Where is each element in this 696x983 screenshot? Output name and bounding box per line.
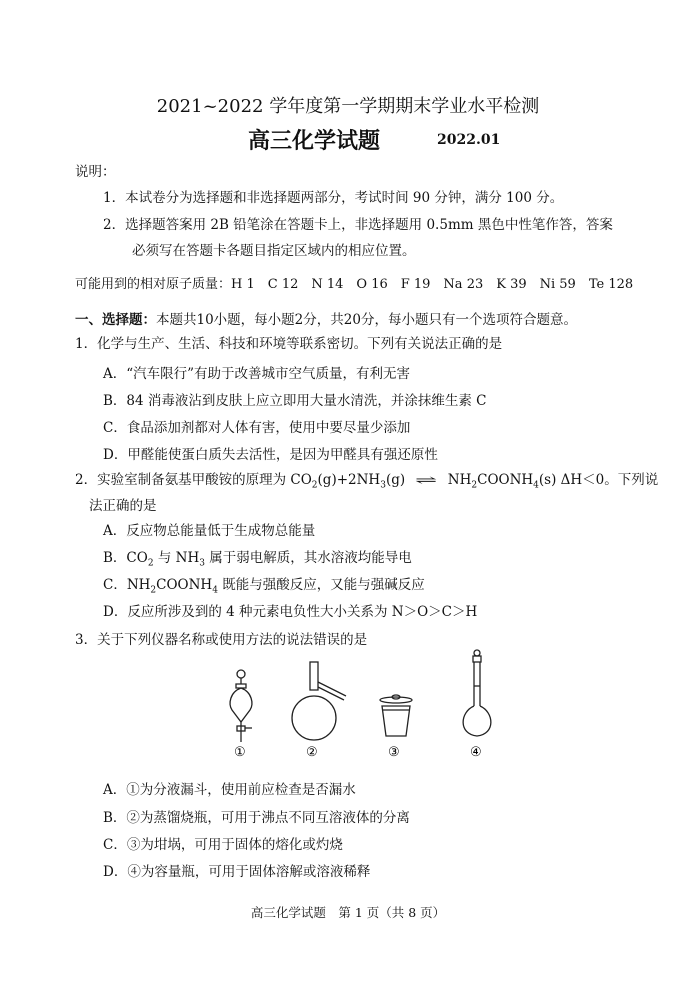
q3-stem: 3．关于下列仪器名称或使用方法的说法错误的是 bbox=[75, 632, 368, 648]
exam-title: 高三化学试题 bbox=[248, 128, 381, 154]
apparatus-label-4: ④ bbox=[470, 745, 482, 760]
q2-sub: 4 bbox=[212, 585, 218, 596]
crucible-icon bbox=[380, 695, 412, 736]
exam-title-line1: 2021~2022 学年度第一学期期末学业水平检测 bbox=[156, 96, 540, 117]
q2-c-text: COONH bbox=[156, 577, 213, 593]
q3-option-c: C．③为坩埚，可用于固体的熔化或灼烧 bbox=[103, 837, 343, 853]
q2-option-d: D．反应所涉及到的 4 种元素电负性大小关系为 N＞O＞C＞H bbox=[103, 604, 478, 620]
q2-sub: 3 bbox=[380, 480, 386, 491]
q3-option-d: D．④为容量瓶，可用于固体溶解或溶液稀释 bbox=[103, 864, 371, 880]
apparatus-figure bbox=[220, 648, 500, 768]
q2-option-a: A．反应物总能量低于生成物总能量 bbox=[103, 523, 316, 539]
notes-label: 说明： bbox=[75, 164, 116, 180]
q1-option-b: B．84 消毒液沾到皮肤上应立即用大量水清洗，并涂抹维生素 C bbox=[103, 393, 487, 409]
q2-b-text: B．CO bbox=[103, 550, 148, 566]
q2-option-c bbox=[103, 573, 425, 596]
q2-b-text: 与 NH bbox=[153, 550, 200, 566]
atomic-masses: 可能用到的相对原子质量：H 1 C 12 N 14 O 16 F 19 Na 23 K 39 Ni 59 Te 128 bbox=[75, 277, 634, 292]
q2-formula: (s) ΔH＜0。下列说 bbox=[538, 472, 659, 488]
equilibrium-arrow-icon: ⇌ bbox=[415, 473, 438, 487]
page-footer: 高三化学试题 第 1 页（共 8 页） bbox=[250, 905, 446, 920]
q1-stem: 1．化学与生产、生活、科技和环境等联系密切。下列有关说法正确的是 bbox=[75, 336, 503, 352]
apparatus-label-3: ③ bbox=[388, 745, 400, 760]
q3-option-b: B．②为蒸馏烧瓶，可用于沸点不同互溶液体的分离 bbox=[103, 810, 410, 826]
q2-sub: 2 bbox=[147, 558, 154, 569]
separatory-funnel-icon bbox=[230, 670, 252, 742]
section-heading-row bbox=[75, 308, 577, 328]
q2-formula: (g)+2NH bbox=[317, 472, 381, 488]
apparatus-label-1: ① bbox=[234, 745, 246, 760]
section-desc: 本题共10小题，每小题2分，共20分，每小题只有一个选项符合题意。 bbox=[156, 312, 577, 328]
q2-stem-text: 2．实验室制备氨基甲酸铵的原理为 bbox=[75, 472, 291, 488]
q1-option-a: A．“汽车限行”有助于改善城市空气质量，有利无害 bbox=[103, 366, 411, 382]
section-heading: 一、选择题： bbox=[75, 312, 156, 328]
q2-c-text: C．NH bbox=[103, 577, 151, 593]
q3-option-a: A．①为分液漏斗，使用前应检查是否漏水 bbox=[103, 782, 356, 798]
q2-sub: 2 bbox=[150, 585, 157, 596]
q2-co2: CO bbox=[290, 472, 312, 488]
q2-sub: 2 bbox=[471, 480, 478, 491]
q2-option-b bbox=[103, 546, 412, 569]
q2-formula: NH bbox=[447, 472, 472, 488]
q2-formula: COONH bbox=[477, 472, 534, 488]
apparatus-label-2: ② bbox=[306, 745, 318, 760]
exam-date: 2022.01 bbox=[437, 132, 501, 148]
note-item-1: 1．本试卷分为选择题和非选择题两部分，考试时间 90 分钟，满分 100 分。 bbox=[103, 190, 564, 206]
q2-formula: (g) bbox=[385, 472, 406, 488]
note-item-2: 2．选择题答案用 2B 铅笔涂在答题卡上，非选择题用 0.5mm 黑色中性笔作答，答案 bbox=[103, 217, 613, 233]
q2-sub: 4 bbox=[533, 480, 539, 491]
q2-b-text: 属于弱电解质，其水溶液均能导电 bbox=[204, 550, 412, 566]
q2-stem bbox=[75, 468, 658, 491]
q2-sub: 2 bbox=[311, 480, 318, 491]
q2-c-text: 既能与强酸反应，又能与强碱反应 bbox=[217, 577, 425, 593]
distilling-flask-icon bbox=[292, 662, 346, 740]
q2-stem-cont: 法正确的是 bbox=[89, 498, 157, 514]
q1-option-d: D．甲醛能使蛋白质失去活性，是因为甲醛具有强还原性 bbox=[103, 447, 438, 463]
note-item-2-cont: 必须写在答题卡各题目指定区域内的相应位置。 bbox=[132, 243, 416, 259]
q2-sub: 3 bbox=[199, 558, 205, 569]
q1-option-c: C．食品添加剂都对人体有害，使用中要尽量少添加 bbox=[103, 420, 411, 436]
volumetric-flask-icon bbox=[463, 650, 491, 736]
